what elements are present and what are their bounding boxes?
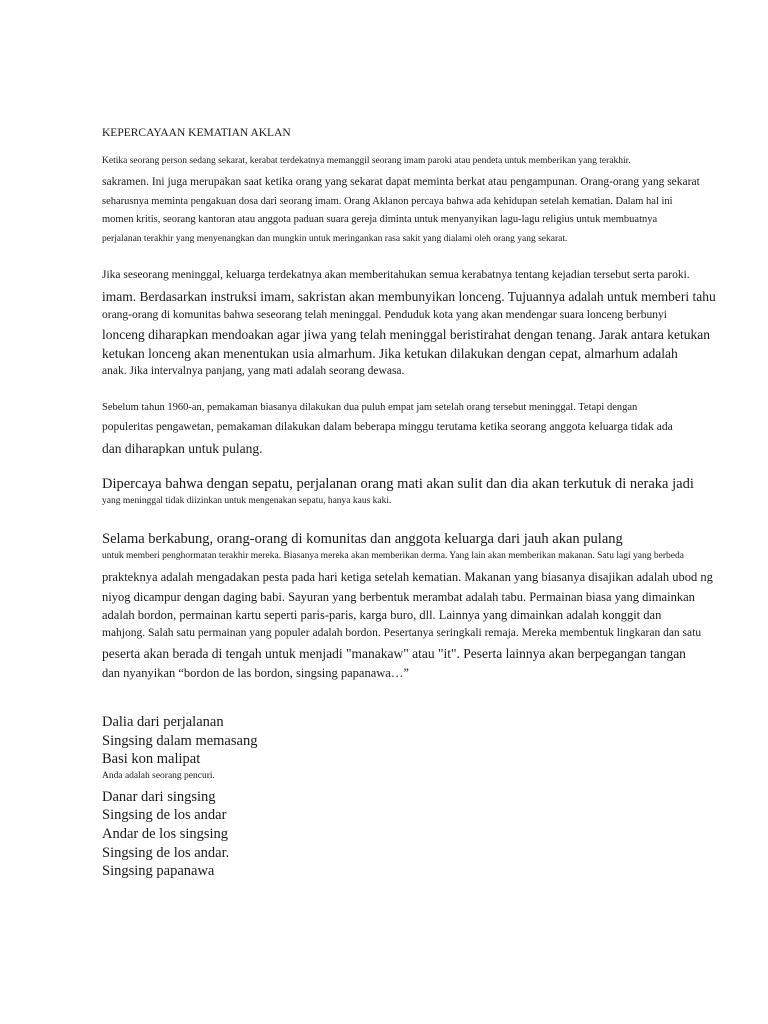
song-line-8: Singsing de los andar. (102, 845, 230, 861)
paragraph-2-line-4: lonceng diharapkan mendoakan agar jiwa yang telah meninggal beristirahat dengan tenang. Jarak antara ketukan (102, 327, 711, 342)
paragraph-5-line-5: adalah bordon, permainan kartu seperti paris-paris, karga buro, dll. Lainnya yang dimainkan adalah konggit dan (102, 608, 662, 622)
paragraph-1-line-5: perjalanan terakhir yang menyenangkan dan mungkin untuk meringankan rasa sakit yang dialami oleh orang yang sekarat. (102, 234, 568, 244)
paragraph-1-line-3: seharusnya meminta pengakuan dosa dari seorang imam. Orang Aklanon percaya bahwa ada kehidupan setelah kematian. Dalam hal ini (102, 196, 673, 207)
song-line-5: Danar dari singsing (102, 789, 216, 805)
song-line-7: Andar de los singsing (102, 826, 229, 842)
paragraph-3-line-3: dan diharapkan untuk pulang. (102, 441, 263, 456)
paragraph-1-line-4: momen kritis, seorang kantoran atau anggota paduan suara gereja diminta untuk menyanyikan lagu-lagu religius untuk membuatnya (102, 214, 658, 225)
paragraph-2-line-1: Jika seseorang meninggal, keluarga terdekatnya akan memberitahukan semua kerabatnya tentang kejadian tersebut serta paroki. (102, 269, 690, 281)
song-line-1: Dalia dari perjalanan (102, 714, 224, 730)
song-line-9: Singsing papanawa (102, 863, 215, 879)
song-line-3: Basi kon malipat (102, 751, 201, 767)
song-line-4: Anda adalah seorang pencuri. (102, 771, 215, 781)
paragraph-5-line-2: untuk memberi penghormatan terakhir mereka. Biasanya mereka akan memberikan derma. Yang lain akan memberikan makanan. Satu lagi yang berbeda (102, 551, 684, 561)
song-line-2: Singsing dalam memasang (102, 733, 258, 749)
song-line-6: Singsing de los andar (102, 807, 227, 823)
paragraph-5-line-4: niyog dicampur dengan daging babi. Sayuran yang berbentuk merambat adalah tabu. Permainan biasa yang dimainkan (102, 590, 695, 604)
paragraph-2-line-6: anak. Jika intervalnya panjang, yang mati adalah seorang dewasa. (102, 365, 405, 377)
paragraph-1-line-2: sakramen. Ini juga merupakan saat ketika orang yang sekarat dapat meminta berkat atau pengampunan. Orang-orang yang sekarat (102, 176, 700, 188)
paragraph-1-line-1: Ketika seorang person sedang sekarat, kerabat terdekatnya memanggil seorang imam paroki atau pendeta untuk memberikan yang terakhir. (102, 156, 631, 166)
paragraph-5-line-3: prakteknya adalah mengadakan pesta pada hari ketiga setelah kematian. Makanan yang biasanya disajikan adalah ubod ng (102, 570, 713, 584)
paragraph-5-line-6: mahjong. Salah satu permainan yang populer adalah bordon. Pesertanya seringkali remaja. Mereka membentuk lingkaran dan satu (102, 627, 702, 639)
paragraph-4-line-2: yang meninggal tidak diizinkan untuk mengenakan sepatu, hanya kaus kaki. (102, 496, 392, 506)
paragraph-5-line-1: Selama berkabung, orang-orang di komunitas dan anggota keluarga dari jauh akan pulang (102, 531, 623, 547)
paragraph-2-line-5: ketukan lonceng akan menentukan usia almarhum. Jika ketukan dilakukan dengan cepat, almarhum adalah (102, 346, 678, 361)
paragraph-5-line-8: dan nyanyikan “bordon de las bordon, singsing papanawa…” (102, 666, 409, 680)
paragraph-3-line-1: Sebelum tahun 1960-an, pemakaman biasanya dilakukan dua puluh empat jam setelah orang tersebut meninggal. Tetapi dengan (102, 402, 638, 413)
paragraph-4-line-1: Dipercaya bahwa dengan sepatu, perjalanan orang mati akan sulit dan dia akan terkutuk di neraka jadi (102, 476, 694, 492)
paragraph-5-line-7: peserta akan berada di tengah untuk menjadi "manakaw" atau "it". Peserta lainnya akan berpegangan tangan (102, 646, 686, 661)
paragraph-2-line-2: imam. Berdasarkan instruksi imam, sakristan akan membunyikan lonceng. Tujuannya adalah untuk memberi tahu (102, 289, 716, 304)
paragraph-2-line-3: orang-orang di komunitas bahwa seseorang telah meninggal. Penduduk kota yang akan mendengar suara lonceng berbunyi (102, 309, 667, 321)
document-title: KEPERCAYAAN KEMATIAN AKLAN (102, 127, 291, 139)
paragraph-3-line-2: populeritas pengawetan, pemakaman dilakukan dalam beberapa minggu terutama ketika seorang anggota keluarga tidak ada (102, 421, 673, 433)
